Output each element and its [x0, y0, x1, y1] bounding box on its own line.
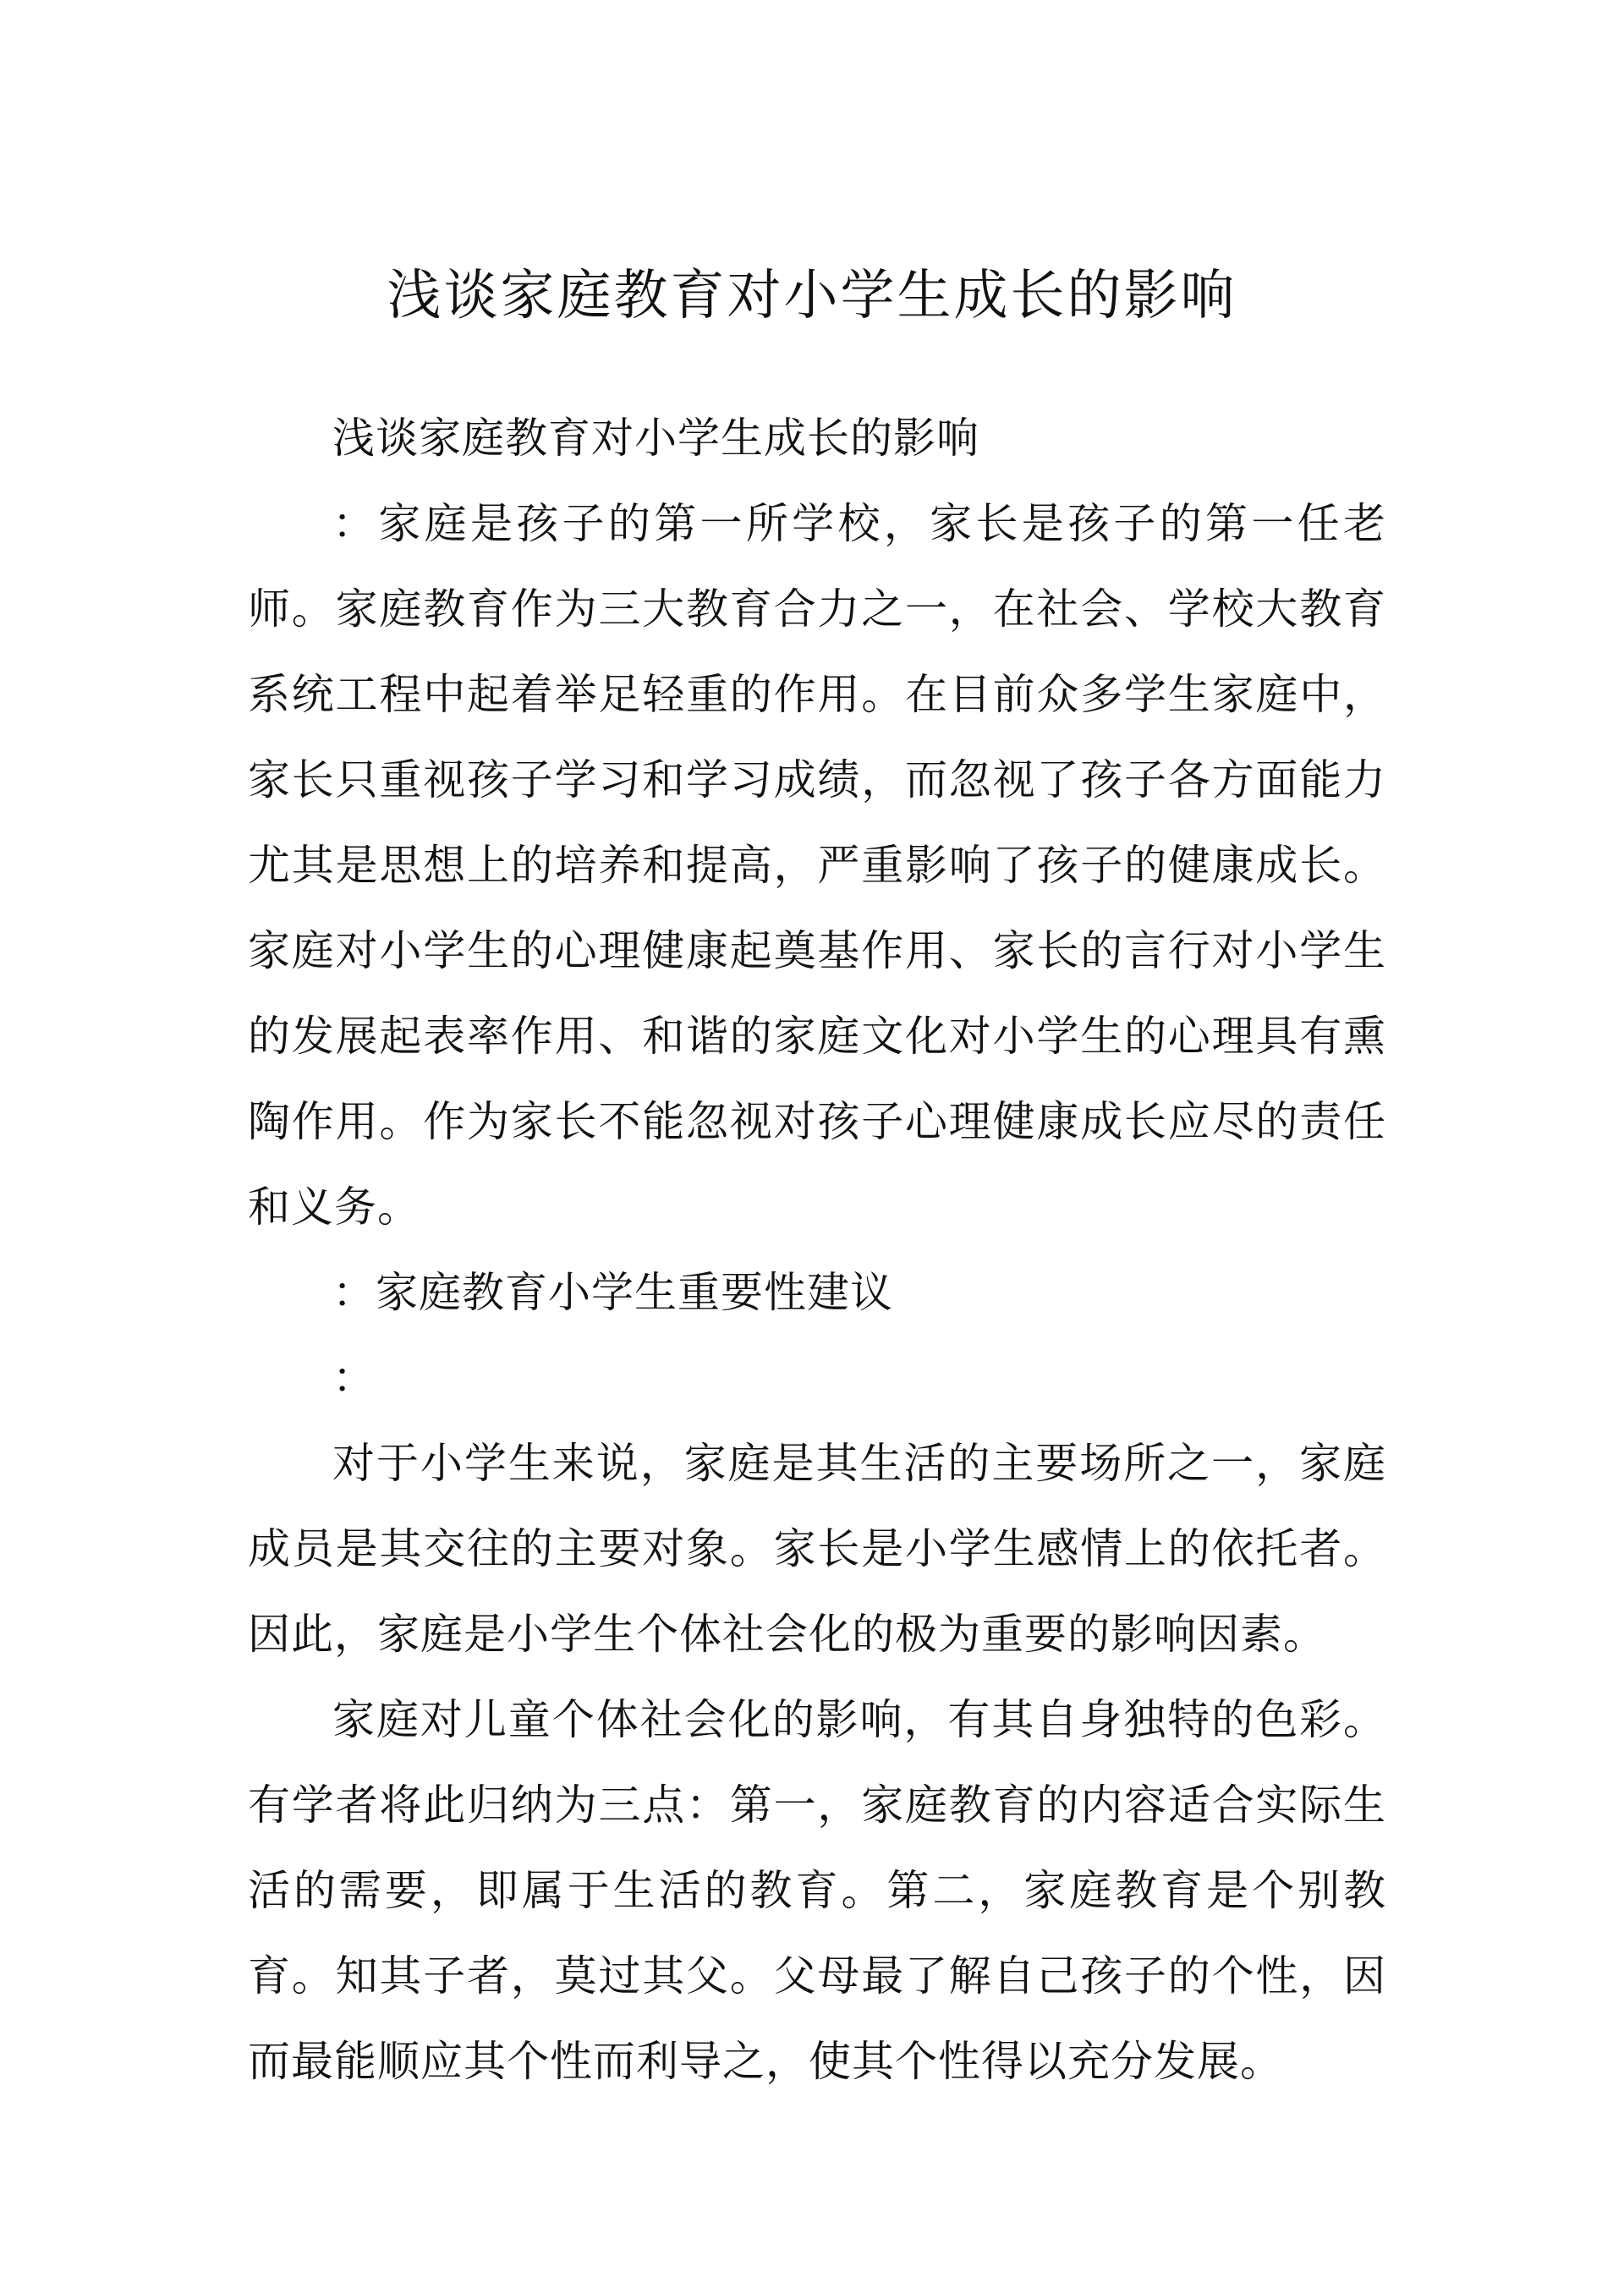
paragraph-family-influence: 家庭对儿童个体社会化的影响，有其自身独特的色彩。有学者将此归纳为三点：第一，家庭教育的内容适合实际生活的需要，即属于生活的教育。第二，家庭教育是个别教育。知其子者，莫过其父。父母最了解自己孩子的个性，因而最能顺应其个性而利导之，使其个性得以充分发展。: [248, 1695, 1386, 2086]
document-body: [248, 396, 1386, 2105]
paragraph-subtitle: 浅谈家庭教育对小学生成长的影响: [332, 414, 979, 463]
paragraph-intro: 对于小学生来说，家庭是其生活的主要场所之一，家庭成员是其交往的主要对象。家长是小学生感情上的依托者。因此，家庭是小学生个体社会化的极为重要的影响因素。: [248, 1439, 1386, 1659]
paragraph-abstract: ：家庭是孩子的第一所学校，家长是孩子的第一任老师。家庭教育作为三大教育合力之一，在社会、学校大教育系统工程中起着举足轻重的作用。在目前众多学生家庭中，家长只重视孩子学习和学习成绩，而忽视了孩子各方面能力尤其是思想上的培养和提高，严重影响了孩子的健康成长。家庭对小学生的心理健康起奠基作用、家长的言行对小学生的发展起表率作用、和谐的家庭文化对小学生的心理具有熏陶作用。作为家长不能忽视对孩子心理健康成长应尽的责任和义务。: [248, 499, 1386, 1232]
paragraph-colon: ：: [332, 1353, 376, 1402]
paragraph-keywords: ：家庭教育小学生重要性建议: [332, 1268, 893, 1317]
document-title: 浅谈家庭教育对小学生成长的影响: [387, 265, 1237, 327]
